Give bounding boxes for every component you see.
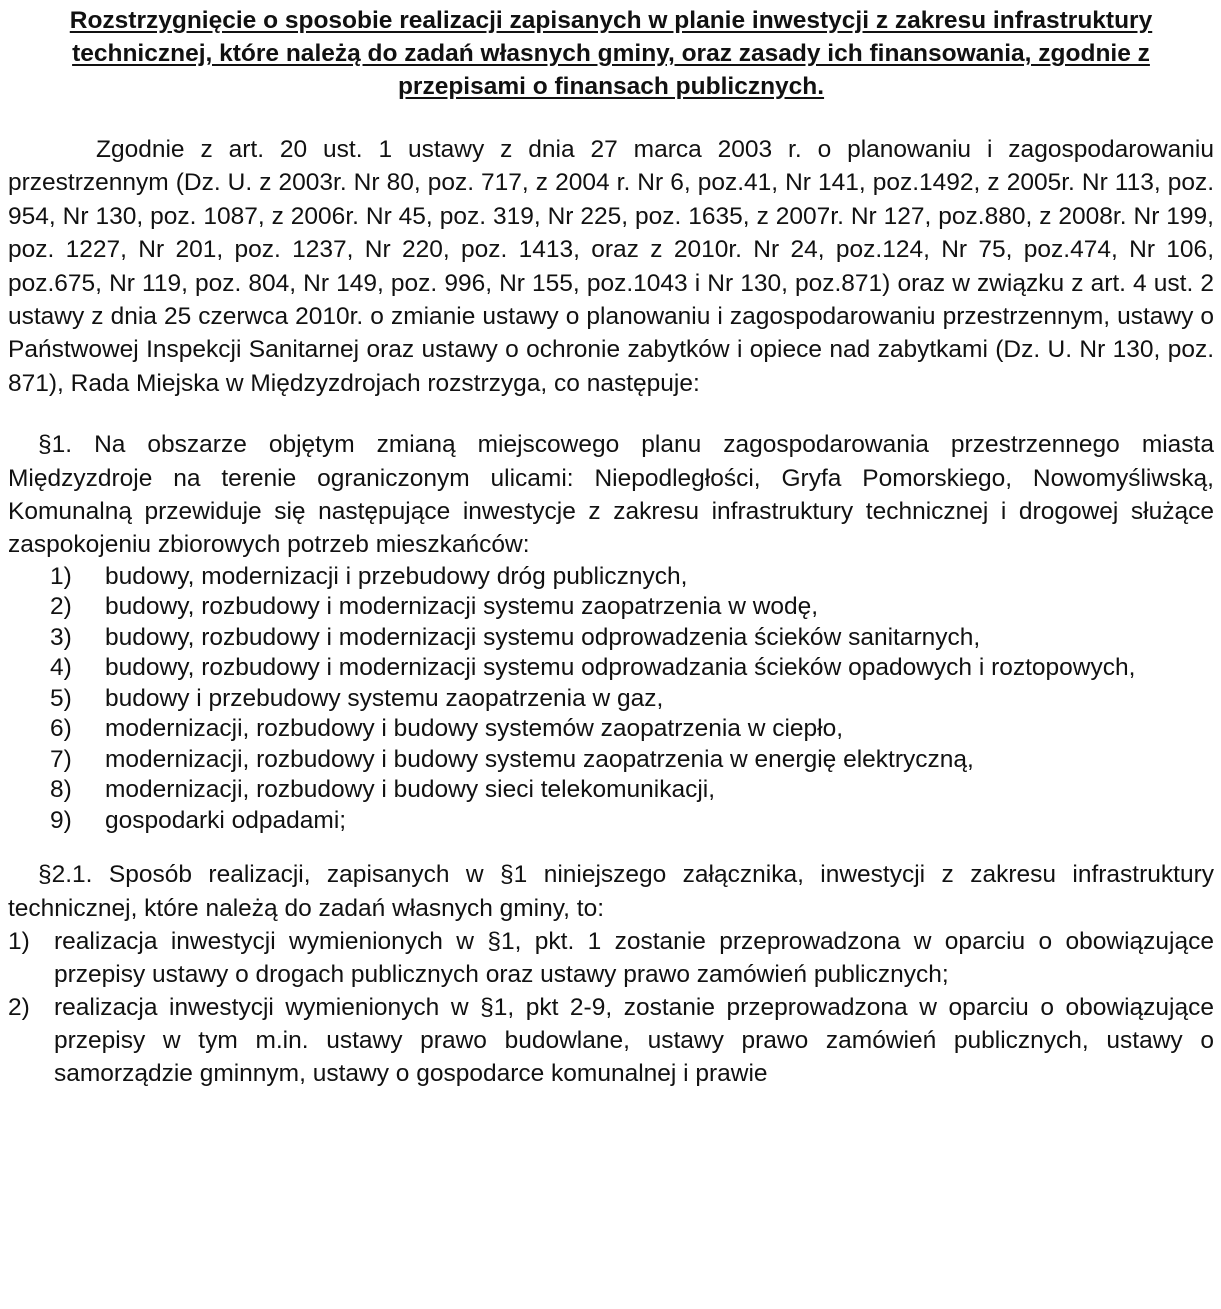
- list-item-text: budowy, rozbudowy i modernizacji systemu odprowadzania ścieków opadowych i roztopowych,: [105, 654, 1136, 682]
- list-item: [50, 806, 1214, 837]
- list-item-number: 5): [50, 684, 72, 712]
- section-1-paragraph: §1. Na obszarze objętym zmianą miejscowego planu zagospodarowania przestrzennego miasta Międzyzdroje na terenie ograniczonym ulicami: Niepodległości, Gryfa Pomorskiego, Nowomyśliwską, Komunalną przewiduje się następujące inwestycje z zakresu infrastruktury technicznej i drogowej służące zaspokojeniu zbiorowych potrzeb mieszkańców:: [8, 431, 1214, 559]
- section-2-paragraph: §2.1. Sposób realizacji, zapisanych w §1 niniejszego załącznika, inwestycji z zakresu infrastruktury technicznej, które należą do zadań własnych gminy, to:: [8, 861, 1214, 922]
- list-item-text: budowy i przebudowy systemu zaopatrzenia w gaz,: [105, 684, 664, 712]
- list-item: [8, 991, 1214, 1090]
- list-item: [50, 684, 1214, 715]
- list-item: [50, 775, 1214, 806]
- list-item-number: 7): [50, 745, 72, 773]
- list-item-number: 2): [8, 994, 30, 1022]
- list-item-text: gospodarki odpadami;: [105, 806, 347, 834]
- list-item-number: 4): [50, 654, 72, 682]
- list-item-number: 6): [50, 715, 72, 743]
- list-item-text: budowy, rozbudowy i modernizacji systemu odprowadzenia ścieków sanitarnych,: [105, 623, 981, 651]
- list-item-text: realizacja inwestycji wymienionych w §1, pkt 2-9, zostanie przeprowadzona w oparciu o obowiązujące przepisy w tym m.in. ustawy prawo budowlane, ustawy prawo zamówień publicznych, ustawy o samorządzie gminnym, ustawy o gospodarce komunalnej i prawie: [54, 994, 1214, 1088]
- section-1-list: [8, 562, 1214, 837]
- list-item: [50, 714, 1214, 745]
- section-2-list: [8, 925, 1214, 1090]
- list-item: [50, 745, 1214, 776]
- list-item-text: budowy, rozbudowy i modernizacji systemu zaopatrzenia w wodę,: [105, 593, 819, 621]
- list-item-text: modernizacji, rozbudowy i budowy sieci telekomunikacji,: [105, 776, 716, 804]
- list-item-text: modernizacji, rozbudowy i budowy systemu zaopatrzenia w energię elektryczną,: [105, 745, 974, 773]
- list-item-number: 3): [50, 623, 72, 651]
- list-item-number: 8): [50, 776, 72, 804]
- list-item-number: 9): [50, 806, 72, 834]
- document-title: Rozstrzygnięcie o sposobie realizacji zapisanych w planie inwestycji z zakresu infrastruktury technicznej, które należą do zadań własnych gminy, oraz zasady ich finansowania, zgodnie z przepisami o finansach publicznych.: [69, 7, 1153, 100]
- list-item-text: realizacja inwestycji wymienionych w §1, pkt. 1 zostanie przeprowadzona w oparciu o obowiązujące przepisy ustawy o drogach publicznych oraz ustawy prawo zamówień publicznych;: [54, 928, 1214, 989]
- list-item: [50, 623, 1214, 654]
- list-item: [50, 562, 1214, 593]
- list-item: [8, 925, 1214, 991]
- list-item-text: budowy, modernizacji i przebudowy dróg publicznych,: [105, 562, 688, 590]
- list-item-number: 2): [50, 593, 72, 621]
- intro-paragraph: Zgodnie z art. 20 ust. 1 ustawy z dnia 27 marca 2003 r. o planowaniu i zagospodarowaniu przestrzennym (Dz. U. z 2003r. Nr 80, poz. 717, z 2004 r. Nr 6, poz.41, Nr 141, poz.1492, z 2005r. Nr 113, poz. 954, Nr 130, poz. 1087, z 2006r. Nr 45, poz. 319, Nr 225, poz. 1635, z 2007r. Nr 127, poz.880, z 2008r. Nr 199, poz. 1227, Nr 201, poz. 1237, Nr 220, poz. 1413, oraz z 2010r. Nr 24, poz.124, Nr 75, poz.474, Nr 106, poz.675, Nr 119, poz. 804, Nr 149, poz. 996, Nr 155, poz.1043 i Nr 130, poz.871) oraz w związku z art. 4 ust. 2 ustawy z dnia 25 czerwca 2010r. o zmianie ustawy o planowaniu i zagospodarowaniu przestrzennym, ustawy o Państwowej Inspekcji Sanitarnej oraz ustawy o ochronie zabytków i opiece nad zabytkami (Dz. U. Nr 130, poz. 871), Rada Miejska w Międzyzdrojach rozstrzyga, co następuje:: [8, 136, 1214, 397]
- list-item-number: 1): [50, 562, 72, 590]
- list-item: [50, 653, 1214, 684]
- list-item-text: modernizacji, rozbudowy i budowy systemów zaopatrzenia w ciepło,: [105, 715, 844, 743]
- document-page: [8, 4, 1214, 1090]
- list-item: [50, 592, 1214, 623]
- list-item-number: 1): [8, 928, 30, 956]
